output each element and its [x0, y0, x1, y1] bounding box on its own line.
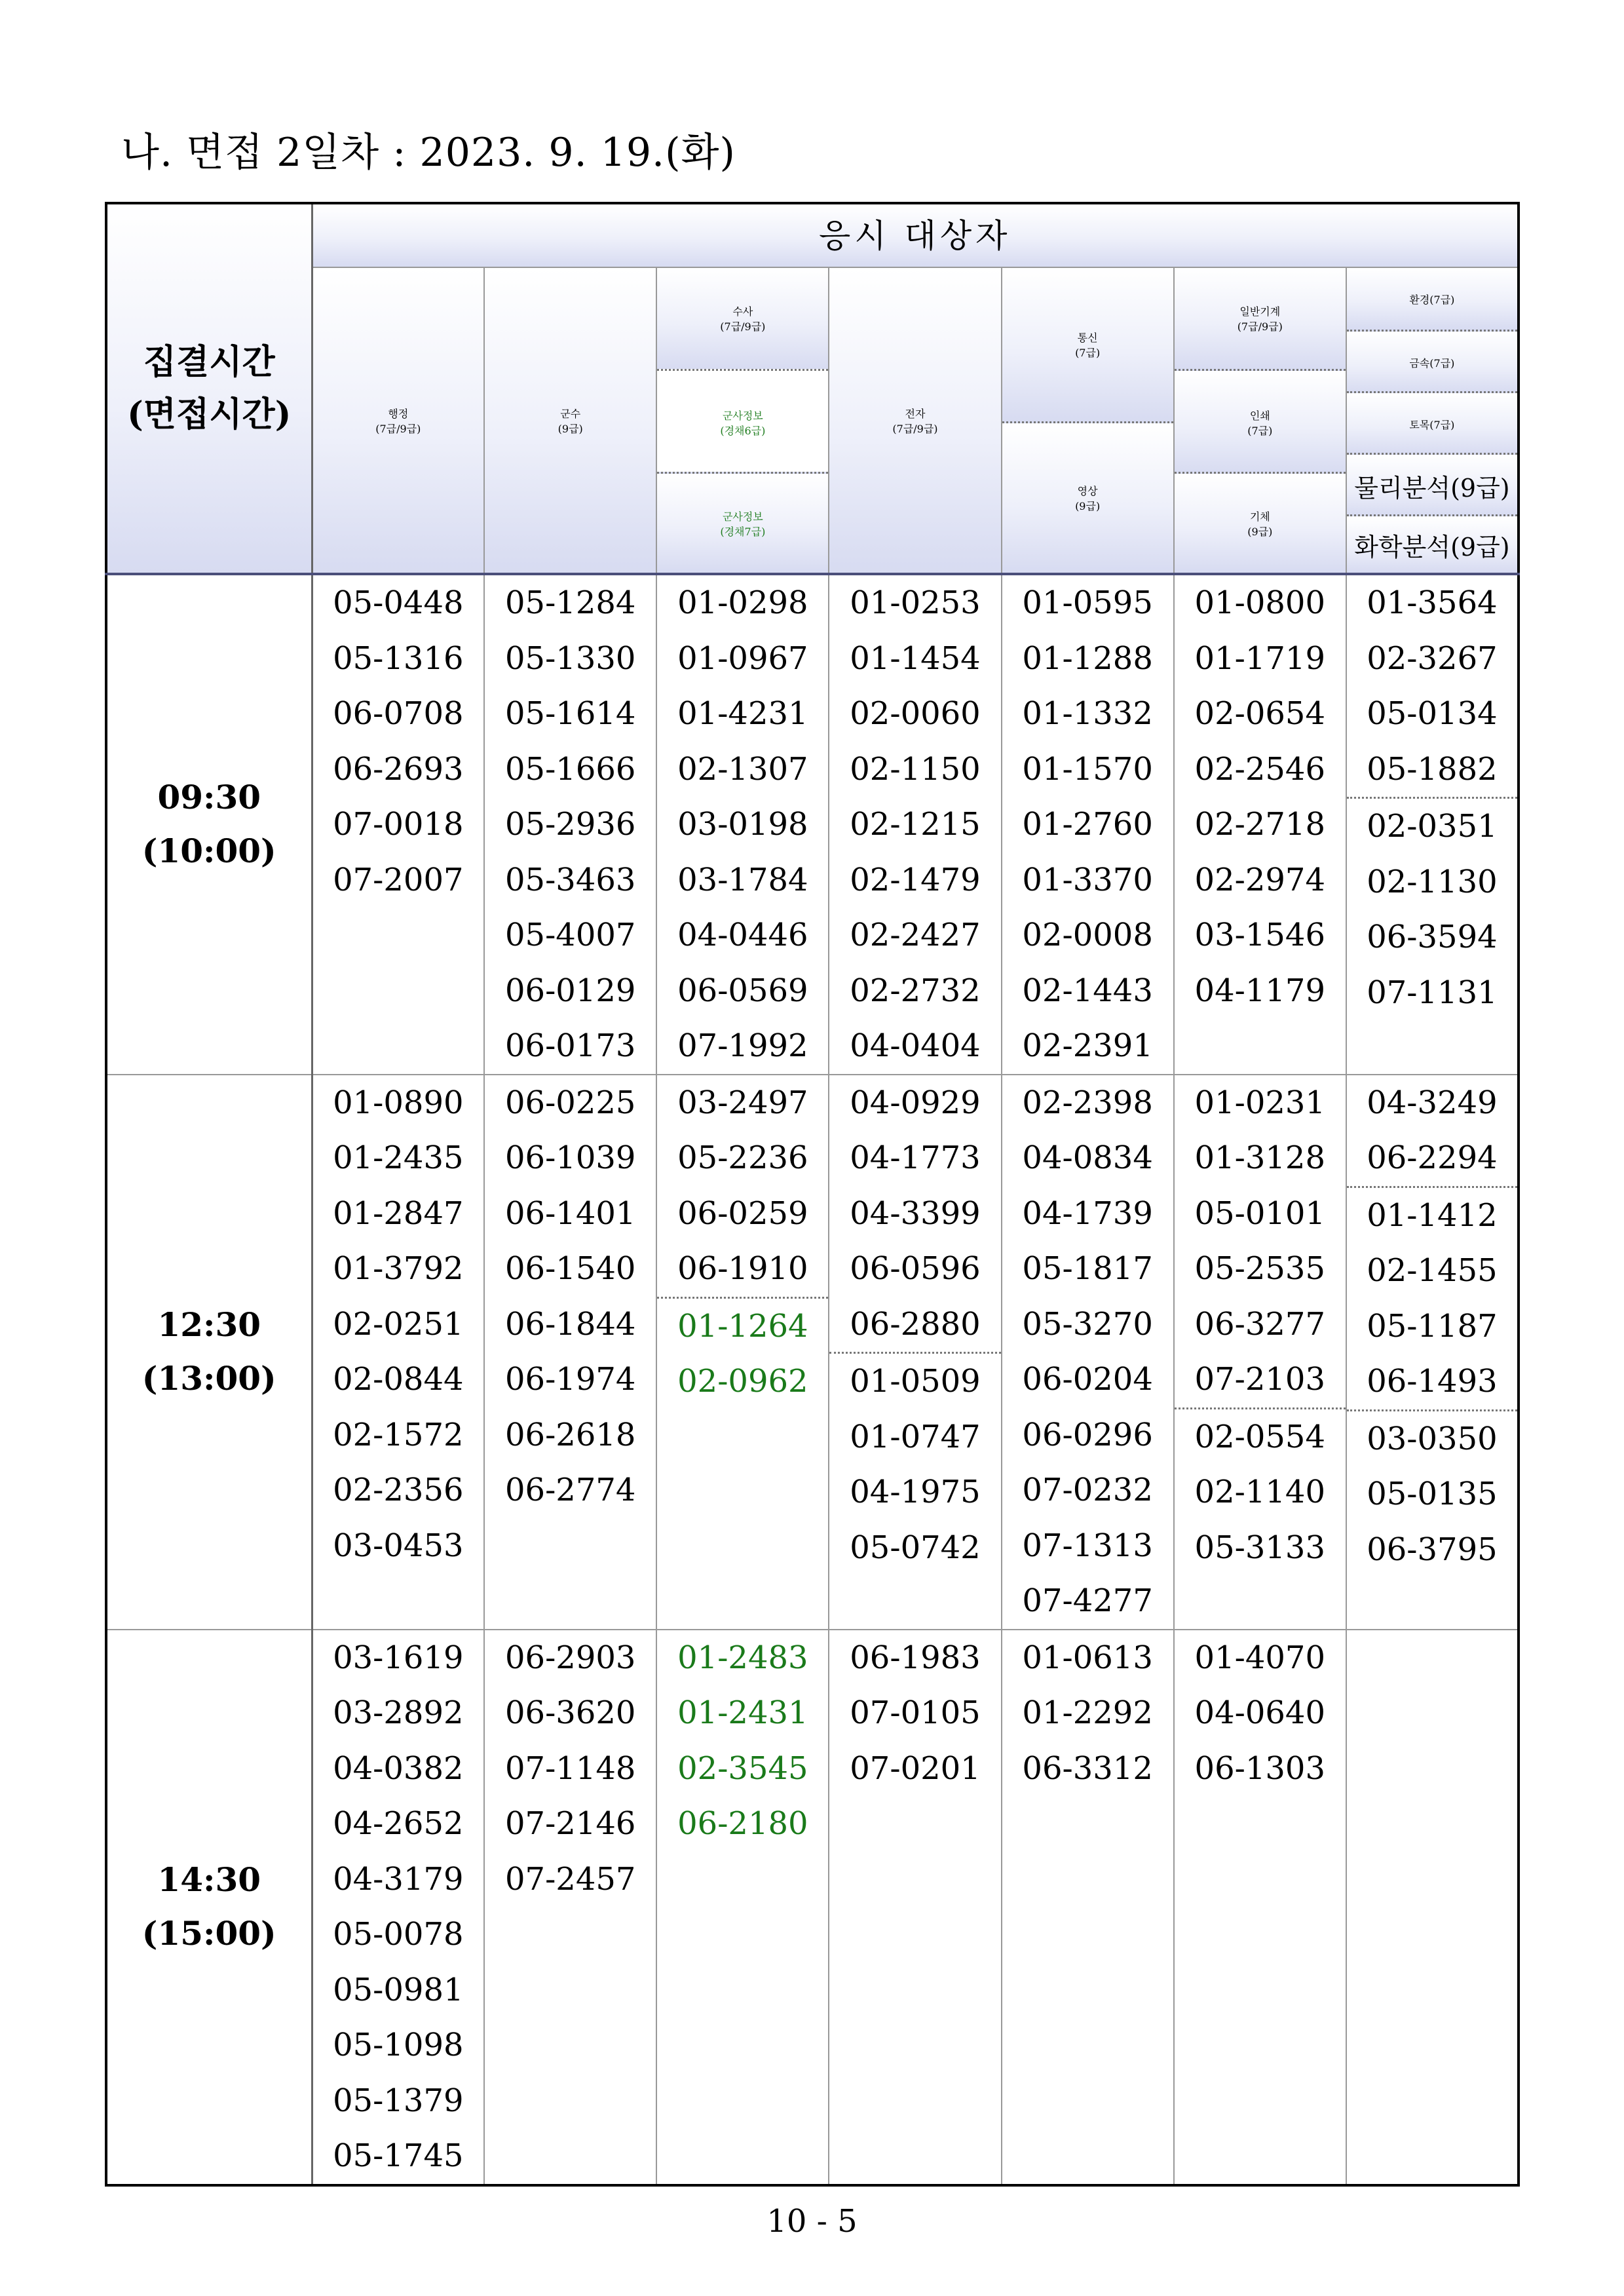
candidate-number: 02-1150: [850, 750, 981, 788]
group-3-time: [106, 1630, 312, 2185]
label-giche: 기체: [1249, 510, 1270, 523]
candidate-number: 02-0844: [333, 1361, 464, 1398]
candidate-number: 01-3564: [1367, 584, 1498, 621]
candidate-number: 05-1316: [333, 640, 464, 677]
candidate-number: 01-4231: [677, 695, 808, 732]
candidate-number: 05-3270: [1022, 1305, 1153, 1343]
candidate-number: 05-1614: [504, 695, 636, 732]
candidate-number: 07-0105: [850, 1694, 981, 1731]
candidate-number: 05-1187: [1367, 1307, 1498, 1345]
candidate-number: 05-2535: [1194, 1250, 1325, 1287]
candidate-number: 01-1264: [657, 1297, 828, 1354]
candidate-number: 05-1745: [333, 2137, 464, 2174]
entries-susa: [656, 1630, 829, 2185]
group-1-time: [106, 574, 312, 1075]
entries-haengjeong: [312, 1630, 484, 2185]
entries-tongsin: [1002, 1075, 1174, 1630]
entries-ilban: [1174, 1075, 1346, 1630]
header-col-haengjeong: [312, 267, 484, 574]
candidate-number: 01-2292: [1022, 1694, 1153, 1731]
entries-haengjeong: [312, 1075, 484, 1630]
label-geumsok: 금속(7급): [1347, 330, 1517, 393]
candidate-number: 04-0929: [850, 1084, 981, 1121]
candidate-number: 01-1570: [1022, 750, 1153, 788]
entries-susa: [656, 1075, 829, 1630]
candidate-number: 01-0613: [1022, 1639, 1153, 1676]
candidate-number: 05-0078: [333, 1916, 464, 1953]
entries-haengjeong: [312, 574, 484, 1075]
label-gunsu: 군수: [560, 407, 581, 420]
candidate-number: 07-2146: [504, 1805, 636, 1842]
label-yeongsang-grade: (9급): [1075, 500, 1101, 512]
candidate-number: 01-2847: [333, 1195, 464, 1232]
candidate-number: 06-1401: [504, 1195, 636, 1232]
candidate-number: 01-0231: [1194, 1084, 1325, 1121]
header-assembly-time: [106, 203, 312, 574]
candidate-number: 06-1303: [1194, 1750, 1325, 1787]
label-tongsin-grade: (7급): [1075, 347, 1101, 359]
candidate-number: 06-2774: [504, 1472, 636, 1508]
candidate-number: 06-1493: [1367, 1363, 1498, 1400]
candidate-number: 02-1130: [1367, 863, 1498, 900]
candidate-number: 02-0654: [1194, 695, 1325, 732]
label-gunsu-grade: (9급): [557, 422, 583, 435]
candidate-number: 06-3312: [1022, 1750, 1153, 1787]
candidate-number: 01-0509: [829, 1352, 1000, 1409]
candidate-number: 01-1412: [1347, 1186, 1517, 1244]
candidate-number: 02-3545: [677, 1750, 808, 1787]
header-col-tongsin: [1002, 267, 1174, 574]
header-col-misc: [1346, 267, 1519, 574]
assembly-time: 12:30: [157, 1305, 261, 1344]
candidate-number: 06-0225: [504, 1084, 636, 1121]
candidate-number: 01-3370: [1022, 861, 1153, 898]
label-hwahak: 화학분석(9급): [1347, 514, 1517, 573]
candidate-number: 01-2435: [333, 1139, 464, 1176]
candidate-number: 01-3792: [333, 1250, 464, 1287]
candidate-number: 05-1284: [504, 584, 636, 621]
candidate-number: 06-2180: [677, 1805, 808, 1842]
candidate-number: 04-0382: [333, 1750, 464, 1787]
candidate-number: 05-1330: [504, 640, 636, 677]
label-gunsa-7: 군사정보: [722, 510, 763, 523]
candidate-number: 01-0298: [677, 584, 808, 621]
candidate-number: 03-2892: [333, 1694, 464, 1731]
candidate-number: 06-0296: [1022, 1416, 1153, 1453]
header-row-top: [106, 203, 1519, 267]
entries-gunsu: [484, 574, 656, 1075]
candidate-number: 06-1974: [504, 1361, 636, 1398]
candidate-number: 02-0008: [1022, 917, 1153, 953]
entries-jeonja: [829, 1630, 1001, 2185]
candidate-number: 06-0259: [677, 1195, 808, 1232]
page-title: 나. 면접 2일차 : 2023. 9. 19.(화): [121, 130, 736, 176]
candidate-number: 06-1983: [850, 1639, 981, 1676]
candidate-number: 07-2103: [1194, 1361, 1325, 1398]
candidate-number: 05-0448: [333, 584, 464, 621]
candidate-number: 04-0834: [1022, 1139, 1153, 1176]
candidate-number: 06-2903: [504, 1639, 636, 1676]
label-jeonja-grade: (7급/9급): [892, 422, 938, 435]
candidate-number: 01-2483: [677, 1639, 808, 1676]
candidate-number: 06-0129: [504, 972, 636, 1009]
candidate-number: 02-1140: [1194, 1474, 1325, 1510]
candidate-number: 01-1454: [850, 640, 981, 677]
entries-misc: [1346, 574, 1519, 1075]
header-col-susa: [656, 267, 829, 574]
candidate-number: 05-1882: [1367, 750, 1498, 788]
group-row-1: [106, 574, 1519, 1075]
group-2-time: [106, 1075, 312, 1630]
entries-ilban: [1174, 574, 1346, 1075]
label-haengjeong-grade: (7급/9급): [375, 422, 421, 435]
candidate-number: 06-3594: [1367, 919, 1498, 955]
page-number: 10 - 5: [766, 2203, 858, 2240]
candidate-number: 03-1546: [1194, 917, 1325, 953]
candidate-number: 06-1039: [504, 1139, 636, 1176]
candidate-number: 05-2236: [677, 1139, 808, 1176]
candidate-number: 06-0708: [333, 695, 464, 732]
candidate-number: 06-2880: [850, 1305, 981, 1343]
label-tongsin: 통신: [1077, 332, 1098, 344]
candidate-number: 05-0101: [1194, 1195, 1325, 1232]
candidate-number: 05-3133: [1194, 1529, 1325, 1566]
candidate-number: 04-3179: [333, 1860, 464, 1898]
candidate-number: 01-0800: [1194, 584, 1325, 621]
candidate-number: 05-0981: [333, 1971, 464, 2008]
candidate-number: 02-0962: [677, 1363, 808, 1400]
candidate-number: 02-1443: [1022, 972, 1153, 1009]
candidate-number: 04-0446: [677, 917, 808, 953]
candidate-number: 02-3267: [1367, 640, 1498, 677]
header-row-sub: [106, 267, 1519, 574]
candidate-number: 05-0742: [850, 1529, 981, 1566]
candidate-number: 04-2652: [333, 1805, 464, 1842]
candidate-number: 02-1307: [677, 750, 808, 788]
candidate-number: 05-1666: [504, 750, 636, 788]
candidate-number: 04-1975: [850, 1474, 981, 1510]
entries-jeonja: [829, 574, 1001, 1075]
candidate-number: 05-4007: [504, 917, 636, 953]
candidate-number: 04-1179: [1194, 972, 1325, 1009]
candidate-number: 02-1479: [850, 861, 981, 898]
label-giche-grade: (9급): [1247, 525, 1273, 538]
candidate-number: 06-3277: [1194, 1305, 1325, 1343]
label-mulli: 물리분석(9급): [1347, 453, 1517, 516]
candidate-number: 05-0134: [1367, 695, 1498, 732]
label-gunsa-7-grade: (경채7급): [720, 525, 766, 538]
candidate-number: 07-4277: [1022, 1582, 1153, 1619]
candidate-number: 04-0640: [1194, 1694, 1325, 1731]
entries-misc: [1346, 1630, 1519, 2185]
assembly-time: 14:30: [157, 1860, 261, 1899]
candidate-number: 01-0967: [677, 640, 808, 677]
candidate-number: 06-1540: [504, 1250, 636, 1287]
group-row-3: [106, 1630, 1519, 2185]
candidate-number: 06-3795: [1367, 1531, 1498, 1568]
candidate-number: 02-0060: [850, 695, 981, 732]
label-gunsa-6-grade: (경채6급): [720, 424, 766, 437]
entries-gunsu: [484, 1630, 656, 2185]
label-jeonja: 전자: [905, 407, 926, 420]
candidate-number: 07-0232: [1022, 1472, 1153, 1508]
candidate-number: 06-0596: [850, 1250, 981, 1287]
candidate-number: 01-0253: [850, 584, 981, 621]
candidate-number: 04-1773: [850, 1139, 981, 1176]
candidate-number: 02-2546: [1194, 750, 1325, 788]
candidate-number: 07-0201: [850, 1750, 981, 1787]
candidate-number: 07-2007: [333, 861, 464, 898]
candidate-number: 04-3399: [850, 1195, 981, 1232]
header-time-line2: (면접시간): [127, 394, 292, 434]
candidate-number: 06-0204: [1022, 1361, 1153, 1398]
label-ilban: 일반기계: [1239, 305, 1281, 318]
entries-gunsu: [484, 1075, 656, 1630]
candidate-number: 03-0350: [1347, 1409, 1517, 1467]
assembly-time: 09:30: [157, 778, 261, 817]
candidate-number: 06-1910: [677, 1250, 808, 1287]
label-yeongsang: 영상: [1077, 485, 1098, 497]
candidate-number: 02-2356: [333, 1472, 464, 1508]
candidate-number: 01-1719: [1194, 640, 1325, 677]
candidate-number: 05-1817: [1022, 1250, 1153, 1287]
entries-jeonja: [829, 1075, 1001, 1630]
candidate-number: 07-1131: [1367, 974, 1498, 1011]
header-col-jeonja: [829, 267, 1001, 574]
candidate-number: 07-1148: [504, 1750, 636, 1787]
candidate-number: 06-2618: [504, 1416, 636, 1453]
candidate-number: 06-0173: [504, 1027, 636, 1064]
group-row-2: [106, 1075, 1519, 1630]
label-ilban-grade: (7급/9급): [1237, 320, 1283, 333]
candidate-number: 05-2936: [504, 806, 636, 843]
candidate-number: 05-3463: [504, 861, 636, 898]
label-inswae: 인쇄: [1249, 409, 1270, 422]
interview-time: (13:00): [142, 1359, 276, 1398]
label-susa-grade: (7급/9급): [720, 320, 766, 333]
label-tomok: 토목(7급): [1347, 391, 1517, 455]
entries-misc: [1346, 1075, 1519, 1630]
candidate-number: 06-0569: [677, 972, 808, 1009]
interview-time: (15:00): [142, 1914, 276, 1953]
candidate-number: 04-0404: [850, 1027, 981, 1064]
label-haengjeong: 행정: [388, 407, 409, 420]
header-col-ilban: [1174, 267, 1346, 574]
candidate-number: 06-3620: [504, 1694, 636, 1731]
candidate-number: 02-2718: [1194, 806, 1325, 843]
entries-ilban: [1174, 1630, 1346, 2185]
candidate-number: 02-0351: [1347, 797, 1517, 854]
candidate-number: 01-0890: [333, 1084, 464, 1121]
candidate-number: 02-2427: [850, 917, 981, 953]
label-hwangyeong: 환경(7급): [1347, 268, 1517, 330]
candidate-number: 01-0747: [850, 1418, 981, 1455]
candidate-number: 02-0251: [333, 1305, 464, 1343]
candidate-number: 01-2431: [677, 1694, 808, 1731]
entries-tongsin: [1002, 1630, 1174, 2185]
candidate-number: 01-0595: [1022, 584, 1153, 621]
candidate-number: 07-1992: [677, 1027, 808, 1064]
label-inswae-grade: (7급): [1247, 424, 1273, 437]
candidate-number: 01-2760: [1022, 806, 1153, 843]
header-col-gunsu: [484, 267, 656, 574]
candidate-number: 01-4070: [1194, 1639, 1325, 1676]
candidate-number: 07-1313: [1022, 1527, 1153, 1564]
candidate-number: 01-1288: [1022, 640, 1153, 677]
candidate-number: 07-2457: [504, 1860, 636, 1898]
header-time-line1: 집결시간: [143, 342, 275, 382]
candidate-number: 02-2391: [1022, 1027, 1153, 1064]
entries-susa: [656, 574, 829, 1075]
entries-tongsin: [1002, 574, 1174, 1075]
candidate-number: 02-1455: [1367, 1252, 1498, 1289]
candidate-number: 06-2294: [1367, 1139, 1498, 1176]
candidate-number: 02-1215: [850, 806, 981, 843]
label-gunsa-6: 군사정보: [722, 409, 763, 422]
interview-schedule-table: [105, 202, 1520, 2187]
candidate-number: 05-1379: [333, 2082, 464, 2119]
candidate-number: 02-0554: [1175, 1407, 1346, 1465]
candidate-number: 02-2974: [1194, 861, 1325, 898]
candidate-number: 02-1572: [333, 1416, 464, 1453]
label-susa: 수사: [732, 305, 753, 318]
header-target: 응시 대상자: [312, 203, 1519, 267]
candidate-number: 02-2398: [1022, 1084, 1153, 1121]
candidate-number: 01-1332: [1022, 695, 1153, 732]
candidate-number: 03-1784: [677, 861, 808, 898]
candidate-number: 03-0198: [677, 806, 808, 843]
candidate-number: 04-3249: [1367, 1084, 1498, 1121]
interview-time: (10:00): [142, 832, 276, 871]
candidate-number: 02-2732: [850, 972, 981, 1009]
candidate-number: 03-1619: [333, 1639, 464, 1676]
candidate-number: 03-2497: [677, 1084, 808, 1121]
candidate-number: 06-2693: [333, 750, 464, 788]
candidate-number: 01-3128: [1194, 1139, 1325, 1176]
candidate-number: 06-1844: [504, 1305, 636, 1343]
candidate-number: 04-1739: [1022, 1195, 1153, 1232]
candidate-number: 07-0018: [333, 806, 464, 843]
candidate-number: 05-0135: [1367, 1476, 1498, 1512]
candidate-number: 03-0453: [333, 1527, 464, 1564]
candidate-number: 05-1098: [333, 2027, 464, 2063]
